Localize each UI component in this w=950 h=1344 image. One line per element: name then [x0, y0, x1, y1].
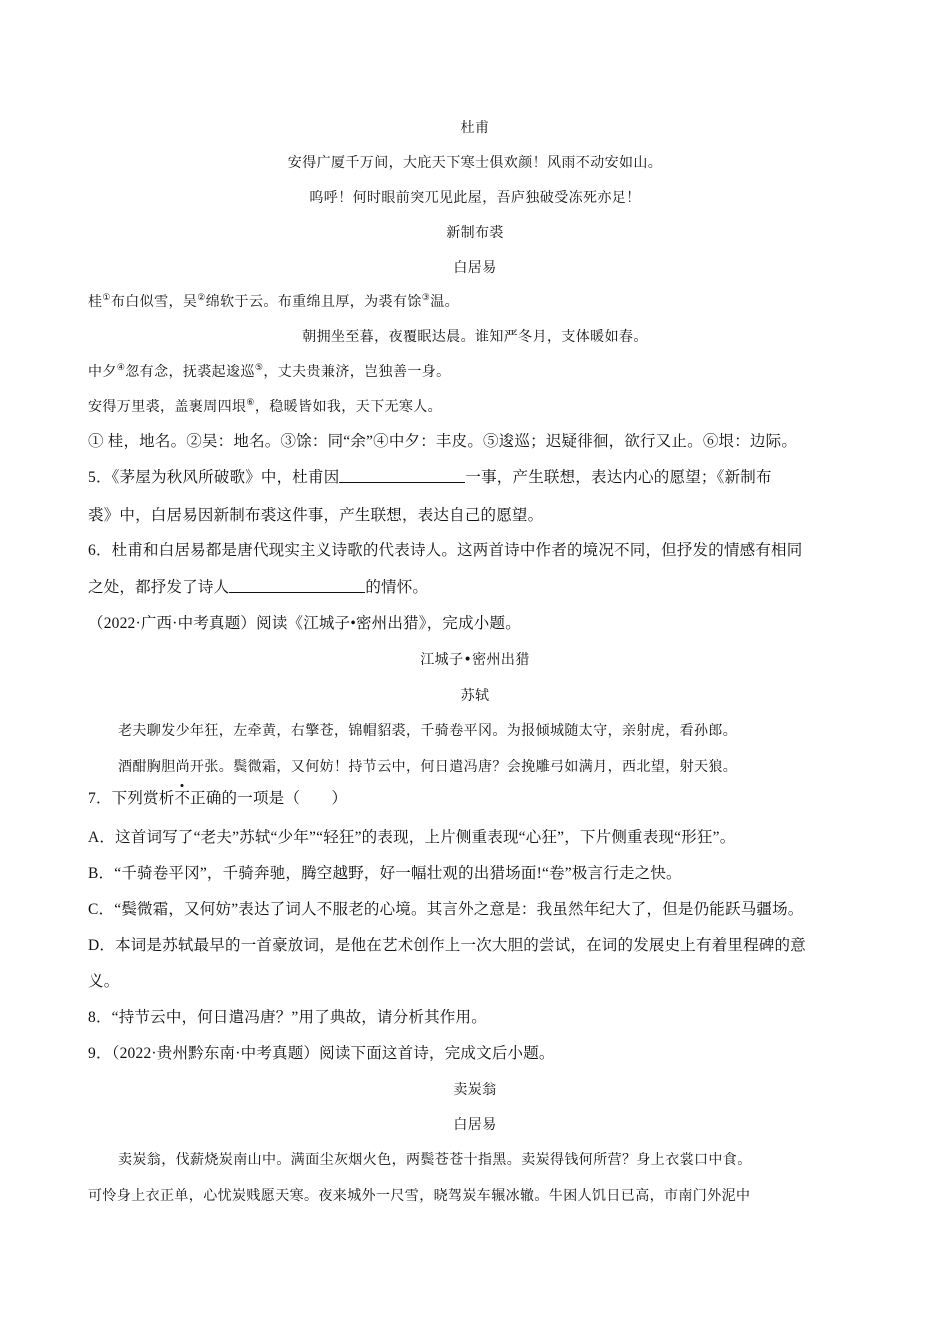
poem4-line-1: 卖炭翁，伐薪烧炭南山中。满面尘灰烟火色，两鬓苍苍十指黑。卖炭得钱何所营？身上衣裳口中食。	[118, 1152, 752, 1168]
footnote-mark: ①	[102, 293, 111, 303]
answer-blank[interactable]	[339, 468, 465, 483]
poem1-line-1: 安得广厦千万间，大庇天下寒士俱欢颜！风雨不动安如山。	[287, 155, 663, 171]
poem3-line-1: 老夫聊发少年狂，左牵黄，右擎苍，锦帽貂裘，千骑卷平冈。为报倾城随太守，亲射虎，看孙郎。	[118, 723, 738, 739]
footnote-mark: ⑥	[246, 398, 255, 408]
poem2-notes: ① 桂，地名。②吴：地名。③馀：同“余”④中夕：丰皮。⑤逡巡；迟疑徘徊，欲行又止。⑥垠：边际。	[88, 433, 798, 450]
question-7-option-b[interactable]: B．“千骑卷平冈”，千骑奔驰，腾空越野，好一幅壮观的出猎场面!“卷”极言行走之快。	[88, 865, 682, 882]
question-8: 8．“持节云中，何日遣冯唐？”用了典故，请分析其作用。	[88, 1009, 487, 1026]
footnote-mark: ④	[116, 363, 126, 373]
poem2-line-4: 安得万里裘，盖裹周四垠⑥，稳暖皆如我，天下无寒人。	[88, 398, 443, 415]
question-7-option-a[interactable]: A．这首词写了“老夫”苏轼“少年”“轻狂”的表现，上片侧重表现“心狂”，下片侧重表现“形狂”。	[88, 829, 736, 846]
poem1-author: 杜甫	[460, 120, 490, 136]
question-5-line-1: 5．《茅屋为秋风所破歌》中，杜甫因 一事，产生联想，表达内心的愿望；《新制布	[88, 469, 772, 486]
footnote-mark: ②	[197, 293, 206, 303]
question-6-line-2: 之处，都抒发了诗人 的情怀。	[88, 579, 429, 596]
question-7-option-c[interactable]: C．“鬓微霜，又何妨”表达了词人不服老的心境。其言外之意是：我虽然年纪大了，但是仍能跃马疆场。	[88, 901, 804, 918]
question-7-stem: 7．下列赏析不正确的一项是（ ）	[88, 790, 348, 807]
question-5-line-2: 裘》中，白居易因新制布裘这件事，产生联想，表达自己的愿望。	[88, 507, 544, 524]
poem2-author: 白居易	[453, 260, 497, 276]
poem4-author: 白居易	[453, 1117, 497, 1133]
poem2-title: 新制布裘	[446, 225, 504, 241]
question-9: 9．（2022·贵州黔东南·中考真题）阅读下面这首诗，完成文后小题。	[88, 1045, 555, 1062]
poem2-line-2: 朝拥坐至暮，夜覆眠达晨。谁知严冬月，支体暖如春。	[302, 329, 648, 345]
poem4-title: 卖炭翁	[453, 1082, 497, 1098]
emphasis-dot-char: 不	[174, 790, 191, 807]
question-7-option-d[interactable]: D．本词是苏轼最早的一首豪放词，是他在艺术创作上一次大胆的尝试，在词的发展史上有着里程碑的意	[88, 937, 806, 954]
answer-blank[interactable]	[229, 578, 365, 593]
section-intro: （2022·广西·中考真题）阅读《江城子•密州出猎》，完成小题。	[88, 615, 521, 632]
poem1-line-2: 呜呼！何时眼前突兀见此屋，吾庐独破受冻死亦足！	[309, 190, 641, 206]
footnote-mark: ③	[421, 293, 431, 303]
poem3-author: 苏轼	[460, 688, 490, 704]
poem3-line-2: 酒酣胸胆尚开张。鬓微霜，又何妨！持节云中，何日遣冯唐？会挽雕弓如满月，西北望，射天狼。	[118, 759, 738, 775]
poem2-line-3: 中夕④忽有念，抚裘起逡巡⑤，丈夫贵兼济，岂独善一身。	[88, 363, 451, 380]
question-6-line-1: 6．杜甫和白居易都是唐代现实主义诗歌的代表诗人。这两首诗中作者的境况不同，但抒发的情感有相同	[88, 542, 803, 559]
poem3-title: 江城子•密州出猎	[420, 652, 530, 668]
poem4-line-2: 可怜身上衣正单，心忧炭贱愿天寒。夜来城外一尺雪，晓驾炭车辗冰辙。牛困人饥日已高，市南门外泥中	[88, 1188, 751, 1204]
question-7-option-d-cont: 义。	[88, 973, 120, 990]
poem2-line-1: 桂①布白似雪，吴②绵软于云。布重绵且厚，为裘有馀③温。	[88, 293, 460, 310]
footnote-mark: ⑤	[254, 363, 264, 373]
